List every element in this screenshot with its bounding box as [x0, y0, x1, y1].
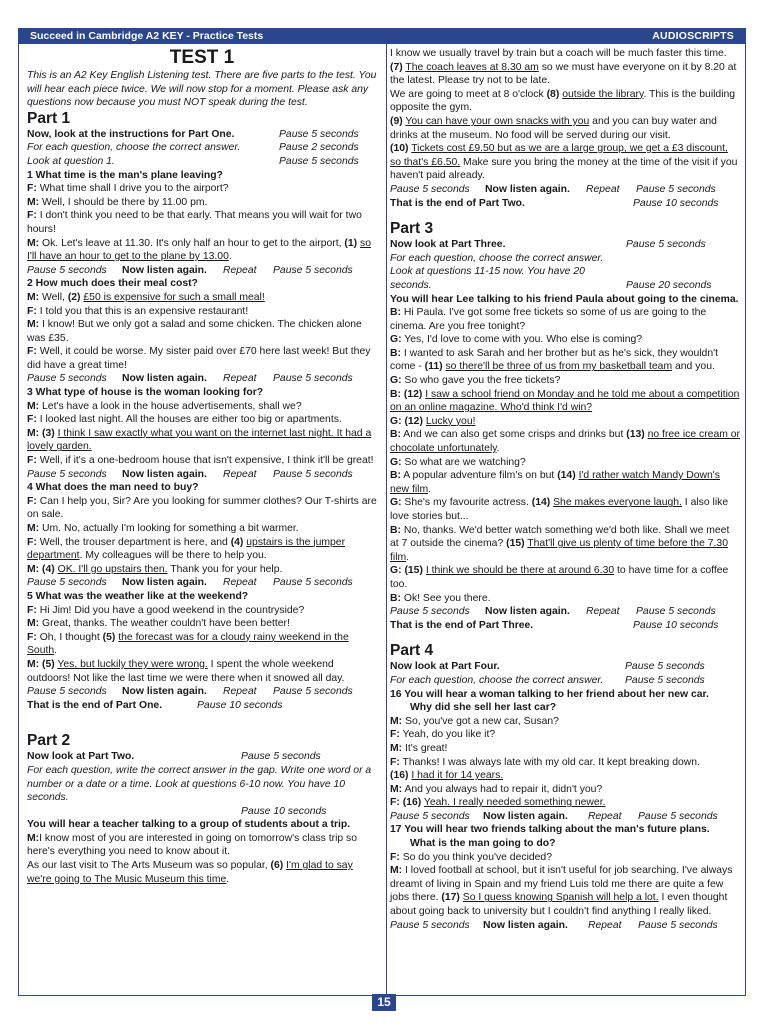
dialogue-line [27, 495, 377, 522]
answer-text: Lucky you! [425, 415, 476, 427]
pause-label: Pause 5 seconds [390, 919, 470, 931]
speaker: M: [27, 832, 40, 844]
test-title: TEST 1 [169, 47, 235, 68]
dialogue-line [390, 783, 740, 797]
listen-again: Now listen again. [483, 810, 568, 822]
part1-each: For each question, choose the correct answer. [27, 142, 241, 154]
answer-text: the forecast was for a cloudy rainy weekend in the South [27, 631, 349, 657]
speaker: M: [390, 865, 403, 877]
dialogue-line [27, 413, 377, 427]
line-text: A popular adventure film's on but [400, 470, 558, 482]
answer-text: That'll give us plenty of time before the 7.30 film [390, 538, 728, 563]
pause-label: Pause 5 seconds [279, 128, 359, 140]
section-title: AUDIOSCRIPTS [652, 30, 734, 42]
answer-number: (3) [42, 427, 55, 439]
repeat-label: Repeat [223, 468, 257, 480]
line-text: I wanted to ask Sarah and her brother but as he's sick, they wouldn't come - [390, 347, 718, 373]
answer-text: I think we should be there at around 6.30 [425, 565, 615, 577]
book-title: Succeed in Cambridge A2 KEY - Practice Tests [30, 30, 264, 42]
pause-label: Pause 5 seconds [638, 810, 718, 822]
part2-pause-row [27, 805, 377, 819]
dialogue-line [390, 524, 740, 565]
part3-end-row [390, 619, 740, 633]
line-text: Well, if it's a one-bedroom house that isn't expensive, I think it'll be great! [36, 455, 374, 467]
dialogue-line [27, 859, 377, 886]
repeat-label: Repeat [588, 919, 622, 931]
dialogue-line [27, 196, 377, 210]
pause-label: Pause 5 seconds [279, 155, 359, 167]
dialogue-line [390, 728, 740, 742]
repeat-label: Repeat [223, 264, 257, 276]
pause-row [390, 810, 740, 824]
dialogue-line [27, 454, 377, 468]
line-text: So, you've got a new car, Susan? [402, 715, 559, 727]
answer-text: I'm glad to say we're going to The Music Museum this time [27, 860, 353, 885]
pause-label: Pause 5 seconds [625, 661, 705, 673]
answer-number: (9) [390, 115, 403, 127]
answer-text: I had it for 14 years. [411, 770, 504, 782]
dialogue-line [27, 345, 377, 372]
answer-text: I think I saw exactly what you want on the internet last night. It had a lovely garden. [27, 427, 372, 453]
part1-instr-row [27, 128, 377, 142]
pause-label: Pause 5 seconds [625, 674, 705, 686]
pause-label: Pause 5 seconds [27, 264, 107, 276]
dialogue-line [390, 347, 740, 374]
part3-end: That is the end of Part Three. [390, 619, 534, 631]
speaker: F: [27, 631, 37, 643]
right-column [390, 47, 740, 932]
dialogue-line [390, 47, 740, 88]
pause-label: Pause 5 seconds [27, 686, 107, 698]
part3-instr: Now look at Part Three. [390, 239, 506, 251]
answer-text: She makes everyone laugh. [553, 497, 682, 509]
question-1: 1 What time is the man's plane leaving? [27, 169, 223, 181]
dialogue-line [390, 864, 740, 918]
line-text: What time shall I drive you to the airport? [36, 183, 229, 195]
line-text: and you can buy water and drinks at the museum. No food will be served during our visit. [390, 115, 717, 141]
line-text: And we can also get some crisps and drinks but [400, 429, 627, 441]
pause-row [390, 183, 740, 197]
pause-row [27, 576, 377, 590]
speaker: F: [27, 183, 37, 195]
speaker: F: [27, 210, 37, 222]
page-header [18, 28, 746, 44]
answer-number: (17) [441, 892, 460, 904]
dialogue-line [390, 115, 740, 142]
part2-instr: Now look at Part Two. [27, 751, 135, 763]
dialogue-line [27, 182, 377, 196]
dialogue-line [390, 142, 740, 183]
pause-label: Pause 5 seconds [390, 810, 470, 822]
line-text: Let's have a look in the house advertisements, shall we? [39, 400, 302, 412]
speaker: B: [390, 524, 401, 536]
part2-end: That is the end of Part Two. [390, 197, 525, 209]
dialogue-line [390, 374, 740, 388]
line-text: So who gave you the free tickets? [401, 375, 561, 387]
line-text: . [226, 873, 230, 885]
part3-pause-row [390, 279, 740, 293]
answer-number: (14) [557, 470, 576, 482]
line-text: Well, [39, 291, 68, 303]
dialogue-line [27, 832, 377, 859]
speaker: G: [390, 415, 402, 427]
speaker: F: [390, 797, 400, 809]
answer-number: (5) [42, 658, 55, 670]
answer-text: outside the library [562, 88, 644, 100]
question-3: 3 What type of house is the woman looking for? [27, 387, 264, 399]
line-text: Yes, I'd love to come with you. Who else is coming? [401, 334, 643, 346]
answer-text: I'd rather watch Mandy Down's new film [390, 470, 720, 495]
part4-each: For each question, choose the correct answer. [390, 674, 604, 686]
line-text: Oh, I thought [36, 631, 103, 643]
part3-instr-row [390, 238, 740, 252]
pause-row [390, 919, 740, 933]
line-text: And you always had to repair it, didn't you? [402, 783, 603, 795]
answer-number: (1) [344, 237, 358, 249]
speaker: F: [390, 729, 400, 741]
speaker: B: [390, 592, 401, 604]
part4-instr: Now look at Part Four. [390, 661, 500, 673]
dialogue-line [390, 851, 740, 865]
line-text: Well, I should be there by 11.00 pm. [39, 196, 208, 208]
line-text: I don't think you need to be that early. That means you will wait for two hours! [27, 210, 362, 235]
line-text: So do you think you've decided? [399, 851, 552, 863]
pause-row [27, 372, 377, 386]
pause-label: Pause 2 seconds [279, 142, 359, 154]
line-text: Ok! See you there. [400, 592, 491, 604]
answer-number: (14) [531, 497, 551, 509]
speaker: M: [27, 319, 40, 331]
speaker: M: [27, 523, 40, 534]
pause-label: Pause 10 seconds [197, 699, 283, 711]
pause-label: Pause 10 seconds [633, 197, 719, 209]
pause-label: Pause 5 seconds [636, 606, 716, 618]
pause-label: Pause 5 seconds [636, 183, 716, 195]
line-text: It's great! [402, 742, 448, 754]
part3-lead: You will hear Lee talking to his friend Paula about going to the cinema. [390, 293, 739, 305]
answer-text: So I guess knowing Spanish will help a lot. [462, 892, 659, 904]
answer-number: (4) [230, 536, 244, 548]
speaker: M: [27, 291, 40, 303]
answer-text: The coach leaves at 8.30 am [405, 61, 539, 73]
line-text: I loved football at school, but it isn't useful for job searching. I've always dreamt of living in Spain and my friend Luis told me there are quite a few jobs there. [390, 865, 733, 904]
answer-number: (7) [390, 61, 403, 73]
part2-instr-row [27, 750, 377, 764]
answer-number: (15) [506, 538, 525, 550]
line-text: Thanks! I was always late with my old car. It kept breaking down. [399, 756, 700, 768]
part2-heading: Part 2 [27, 732, 71, 750]
pause-label: Pause 5 seconds [273, 686, 353, 698]
speaker: F: [27, 346, 37, 358]
line-text: Well, it could be worse. My sister paid over £70 here last week! But they did have a great time! [27, 346, 371, 371]
line-text: I even thought about going back to university but I couldn't find anything I really liked. [390, 892, 728, 918]
line-text: I also like love stories but... [390, 497, 729, 522]
dialogue-line [390, 742, 740, 756]
answer-text: You can have your own snacks with you [405, 115, 590, 127]
speaker: M: [390, 783, 403, 795]
speaker: M: [27, 237, 40, 249]
part3-each: For each question, choose the correct answer. Look at questions 11-15 now. You have 20 seconds. [390, 252, 604, 291]
repeat-label: Repeat [586, 606, 620, 618]
line-text: Hi Paula. I've got some free tickets so some of us are going to the cinema. Are you free tonight? [390, 307, 707, 332]
dialogue-line [390, 388, 740, 415]
speaker: M: [27, 658, 40, 670]
speaker: B: [390, 347, 401, 359]
speaker: F: [27, 536, 37, 548]
dialogue-line [390, 496, 740, 523]
answer-number: (2) [67, 291, 81, 303]
answer-number: (4) [42, 563, 55, 575]
repeat-label: Repeat [223, 577, 257, 589]
line-text: . My colleagues will be there to help you. [79, 550, 267, 562]
pause-label: Pause 5 seconds [273, 373, 353, 385]
dialogue-line [27, 658, 377, 685]
part1-end: That is the end of Part One. [27, 699, 163, 711]
speaker: F: [27, 495, 37, 507]
dialogue-line [390, 88, 740, 115]
dialogue-line [390, 333, 740, 347]
answer-number: (12) [404, 415, 423, 427]
part1-example: Look at question 1. [27, 155, 115, 167]
listen-again: Now listen again. [122, 373, 207, 385]
speaker: G: [390, 565, 402, 577]
answer-number: (15) [404, 565, 423, 577]
line-text: . [428, 483, 431, 495]
speaker: F: [27, 604, 37, 616]
part4-each-row [390, 674, 740, 688]
test-intro: This is an A2 Key English Listening test. There are five parts to the test. You will hear each piece twice. We will now stop for a moment. Please ask any questions now because you must NOT speak during the test. [27, 70, 377, 109]
listen-again: Now listen again. [122, 577, 207, 589]
line-text: . [54, 645, 58, 657]
pause-row [27, 264, 377, 278]
dialogue-line [27, 291, 377, 305]
line-text: Thank you for your help. [167, 563, 283, 575]
pause-label: Pause 5 seconds [390, 183, 470, 195]
part1-heading: Part 1 [27, 109, 71, 127]
listen-again: Now listen again. [122, 686, 207, 698]
speaker: B: [390, 388, 401, 400]
question-16-sub: Why did she sell her last car? [410, 702, 557, 714]
answer-number: (10) [390, 143, 409, 155]
dialogue-line [27, 604, 377, 618]
question-17: 17 You will hear two friends talking about the man's future plans. [390, 824, 710, 836]
speaker: M: [27, 400, 40, 412]
line-text: . [228, 251, 232, 263]
part4-heading: Part 4 [390, 642, 434, 660]
pause-label: Pause 5 seconds [27, 373, 107, 385]
question-16: 16 You will hear a woman talking to her friend about her new car. [390, 688, 709, 700]
line-text: Ok. Let's leave at 11.30. It's only half an hour to get to the airport, [39, 237, 345, 249]
dialogue-line [27, 237, 377, 264]
line-text: to have time for a coffee too. [390, 565, 729, 590]
listen-again: Now listen again. [122, 264, 207, 276]
pause-label: Pause 5 seconds [27, 468, 107, 480]
speaker: G: [390, 334, 402, 346]
pause-label: Pause 10 seconds [241, 805, 327, 817]
answer-number: (12) [403, 388, 423, 400]
dialogue-line [390, 796, 740, 810]
speaker: G: [390, 497, 402, 509]
part2-lead: You will hear a teacher talking to a group of students about a trip. [27, 819, 351, 831]
pause-row [27, 468, 377, 482]
pause-label: Pause 5 seconds [273, 577, 353, 589]
listen-again: Now listen again. [485, 183, 570, 195]
pause-label: Pause 5 seconds [273, 468, 353, 480]
line-text: . This is the building opposite the gym. [390, 88, 736, 114]
speaker: F: [390, 851, 400, 863]
part4-instr-row [390, 660, 740, 674]
line-text: Well, the trouser department is here, and [36, 536, 231, 548]
line-text: So what are we watching? [401, 456, 526, 468]
line-text: . [496, 443, 500, 455]
line-text: She's my favourite actress. [401, 497, 532, 509]
dialogue-line [390, 769, 740, 783]
speaker: M: [27, 563, 40, 575]
line-text: and you. [672, 361, 715, 373]
line-text: I know we usually travel by train but a coach will be much faster this time. [390, 48, 727, 59]
dialogue-line [27, 209, 377, 236]
answer-text: I saw a school friend on Monday and he told me about a competition on an online magazine. Who'd think I'd win? [390, 388, 740, 414]
speaker: F: [27, 414, 37, 426]
listen-again: Now listen again. [483, 919, 568, 931]
line-text: Great, thanks. The weather couldn't have been better! [39, 618, 290, 630]
dialogue-line [390, 715, 740, 729]
line-text: Can I help you, Sir? Are you looking for summer clothes? Our T-shirts are on sale. [27, 495, 377, 521]
part1-instr: Now, look at the instructions for Part One. [27, 128, 235, 140]
dialogue-line [390, 456, 740, 470]
line-text: I know! But we only got a salad and some chicken. The chicken alone was £35. [27, 319, 362, 344]
dialogue-line [390, 592, 740, 606]
line-text: I told you that this is an expensive restaurant! [36, 305, 249, 317]
pause-label: Pause 5 seconds [390, 606, 470, 618]
answer-number: (5) [102, 631, 116, 643]
line-text: Yeah, do you like it? [399, 729, 496, 741]
speaker: F: [390, 756, 400, 768]
pause-label: Pause 5 seconds [27, 577, 107, 589]
line-text: I spent the whole weekend outdoors! Not like the last time we were there when it snowed all day. [27, 658, 345, 684]
dialogue-line [390, 469, 740, 496]
line-text: . [406, 551, 410, 563]
answer-number: (16) [402, 797, 422, 809]
answer-text: £50 is expensive for such a small meal! [83, 291, 265, 303]
question-17-sub: What is the man going to do? [410, 838, 556, 850]
speaker: B: [390, 307, 401, 319]
part1-end-row [27, 699, 377, 713]
question-4: 4 What does the man need to buy? [27, 482, 199, 494]
pause-label: Pause 5 seconds [626, 239, 706, 251]
pause-label: Pause 20 seconds [626, 279, 712, 291]
repeat-label: Repeat [586, 183, 620, 195]
left-column [27, 47, 377, 886]
column-divider [386, 44, 387, 996]
pause-label: Pause 5 seconds [241, 751, 321, 763]
dialogue-line [27, 400, 377, 414]
line-text: I know most of you are interested in going on tomorrow's class trip so here's everything you need to know about it. [27, 832, 358, 858]
line-text: so we must have everyone on it by 8.20 at the latest. Please try not to be late. [390, 61, 737, 87]
line-text: I looked last night. All the houses are either too big or apartments. [36, 414, 342, 426]
dialogue-line [27, 631, 377, 658]
dialogue-line [27, 522, 377, 536]
part1-example-row [27, 155, 377, 169]
listen-again: Now listen again. [485, 606, 570, 618]
dialogue-line [27, 563, 377, 577]
speaker: M: [390, 715, 403, 727]
answer-number: (11) [424, 361, 443, 373]
pause-label: Pause 5 seconds [638, 919, 718, 931]
part2-end-row [390, 197, 740, 211]
dialogue-line [390, 564, 740, 591]
line-text: We are going to meet at 8 o'clock [390, 88, 547, 100]
dialogue-line [27, 305, 377, 319]
pause-label: Pause 5 seconds [273, 264, 353, 276]
answer-text: upstairs is the jumper department [27, 536, 346, 562]
speaker: B: [390, 429, 401, 441]
answer-text: Yeah. I really needed something newer. [423, 797, 606, 809]
repeat-label: Repeat [223, 686, 257, 698]
dialogue-line [27, 318, 377, 345]
answer-text: no free ice cream or chocolate unfortunately [390, 429, 741, 455]
answer-number: (6) [270, 860, 284, 872]
speaker: G: [390, 456, 402, 468]
repeat-label: Repeat [223, 373, 257, 385]
part1-each-row [27, 141, 377, 155]
answer-number: (16) [390, 770, 409, 782]
answer-text: Tickets cost £9.50 but as we are a large group, we get a £3 discount, so that's £6.50. [390, 143, 728, 168]
line-text: Um. No, actually I'm looking for something a bit warmer. [39, 523, 299, 534]
dialogue-line [27, 427, 377, 454]
listen-again: Now listen again. [122, 468, 207, 480]
part2-each: For each question, write the correct answer in the gap. Write one word or a number or a date or a time. Look at questions 6-10 now. You have 10 seconds. [27, 764, 372, 804]
question-2: 2 How much does their meal cost? [27, 278, 198, 290]
repeat-label: Repeat [588, 810, 622, 822]
speaker: F: [27, 305, 37, 317]
speaker: M: [27, 618, 40, 630]
line-text: No, thanks. We'd better watch something we'd both like. Shall we meet at 7 outside the cinema? [390, 524, 730, 550]
dialogue-line [390, 756, 740, 770]
speaker: M: [27, 196, 40, 208]
dialogue-line [390, 415, 740, 429]
answer-number: (8) [546, 88, 560, 100]
speaker: G: [390, 375, 402, 387]
answer-text: Yes, but luckily they were wrong. [57, 658, 208, 670]
answer-number: (13) [626, 429, 645, 441]
answer-text: OK. I'll go upstairs then. [57, 563, 168, 575]
speaker: F: [27, 455, 37, 467]
speaker: M: [27, 427, 40, 439]
line-text: Make sure you bring the money at the time of the visit if you haven't paid already. [390, 156, 738, 182]
pause-row [27, 685, 377, 699]
line-text: Hi Jim! Did you have a good weekend in the countryside? [36, 604, 305, 616]
line-text: As our last visit to The Arts Museum was so popular, [27, 860, 271, 872]
answer-text: so there'll be three of us from my basketball team [445, 361, 673, 373]
question-5: 5 What was the weather like at the weekend? [27, 590, 249, 602]
speaker: M: [390, 742, 403, 754]
part3-heading: Part 3 [390, 220, 434, 238]
dialogue-line [27, 617, 377, 631]
dialogue-line [390, 306, 740, 333]
speaker: B: [390, 470, 401, 482]
answer-text: so I'll have an hour to get to the plane by 13.00 [27, 237, 371, 263]
pause-label: Pause 10 seconds [633, 619, 719, 631]
dialogue-line [390, 428, 740, 455]
pause-row [390, 605, 740, 619]
page-number: 15 [372, 994, 396, 1011]
dialogue-line [27, 536, 377, 563]
